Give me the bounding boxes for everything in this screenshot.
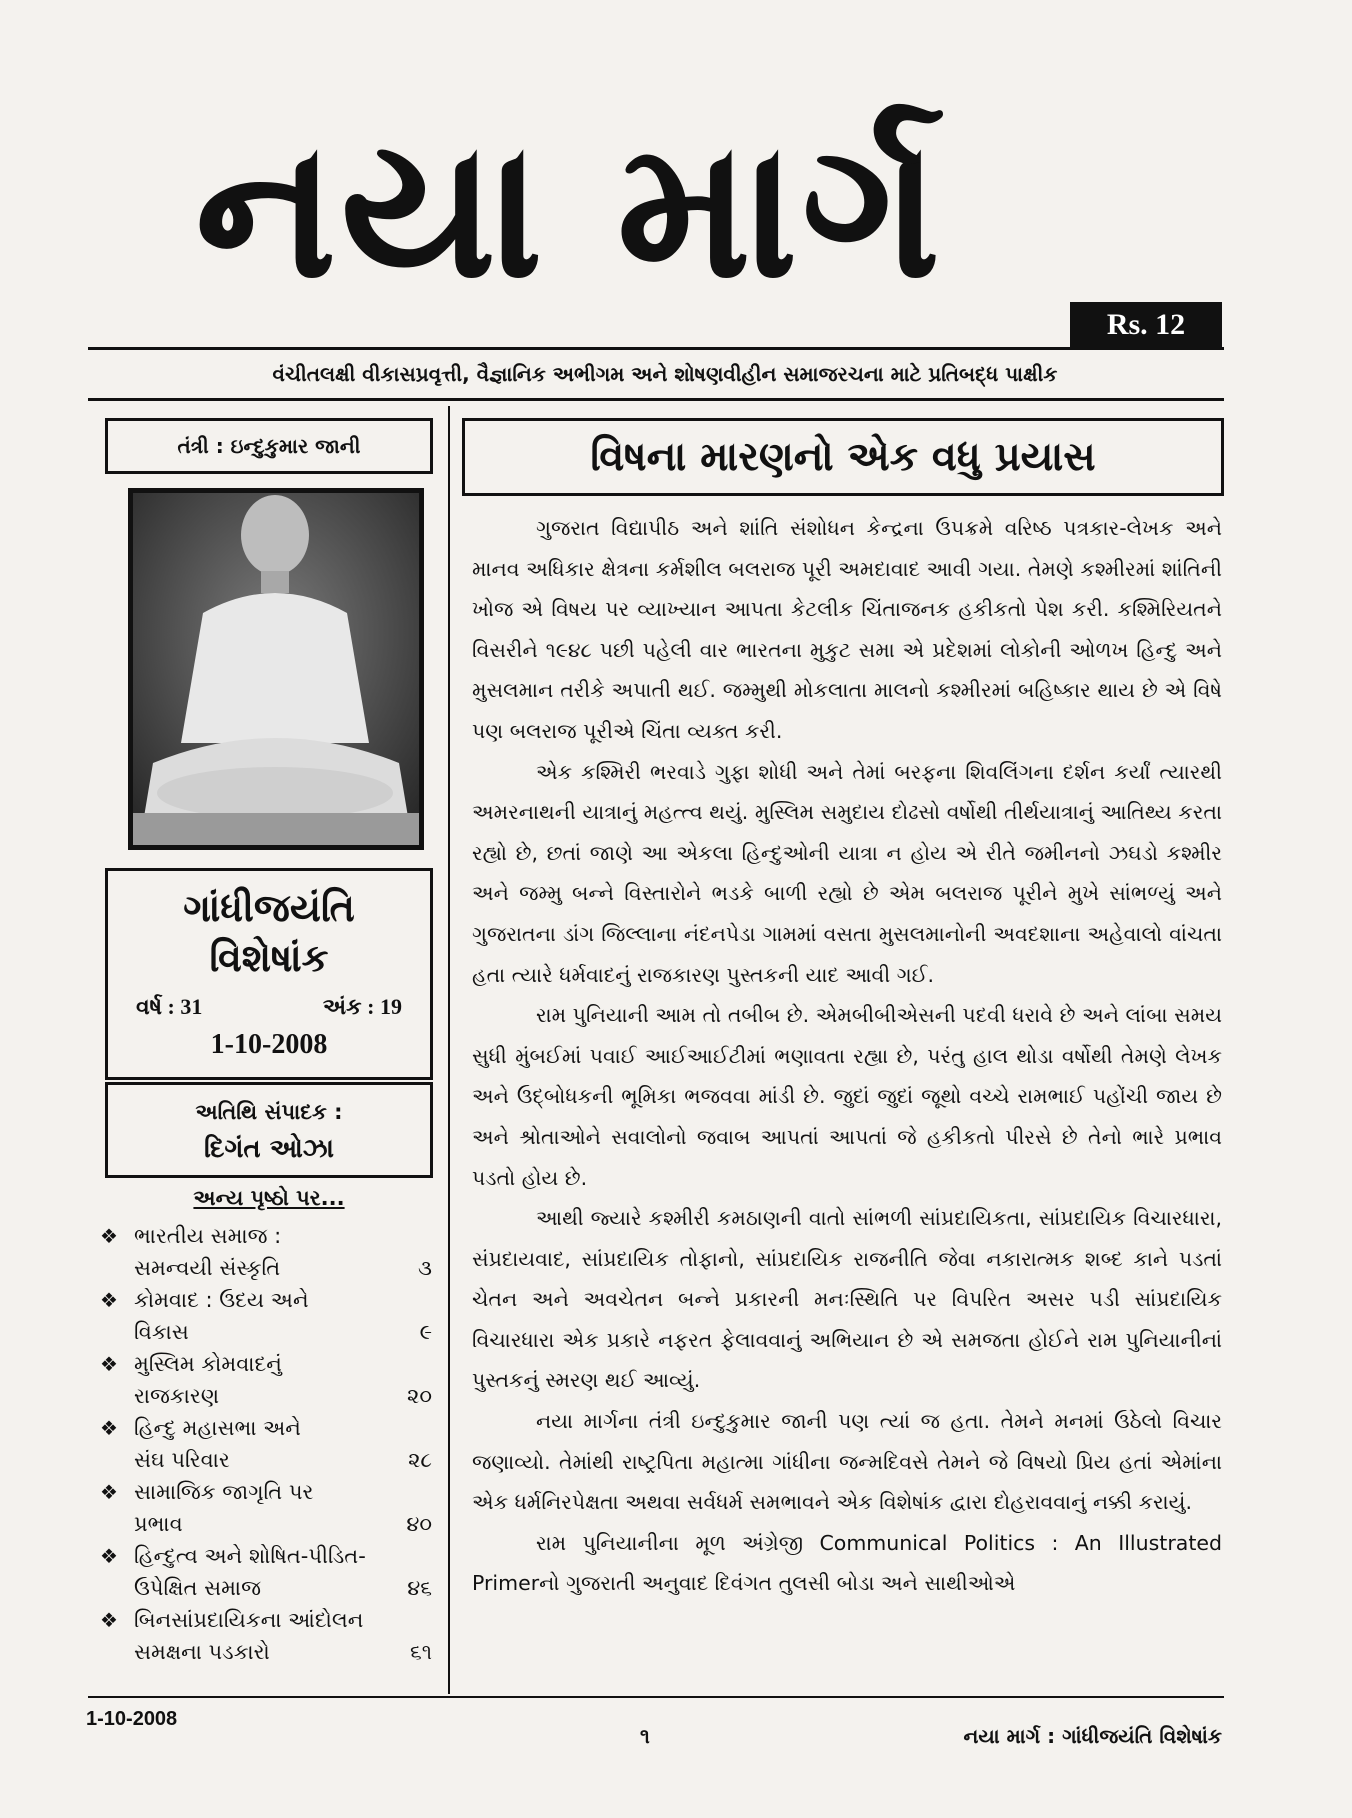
toc-page-number: ૯ [419,1320,432,1344]
guest-editor-box [105,1082,433,1178]
issue-meta [108,989,430,1025]
diamond-bullet-icon: ❖ [100,1224,118,1248]
footer-publication: નયા માર્ગ : ગાંધીજયંતિ વિશેષાંક [963,1724,1222,1748]
toc-line-1: મુસ્લિમ કોમવાદનું [134,1352,282,1376]
column-divider [448,406,450,1694]
diamond-bullet-icon: ❖ [100,1544,118,1568]
toc-page-number: ૨૮ [408,1448,432,1472]
article-headline: વિષના મારણનો એક વધુ પ્રયાસ [462,418,1224,496]
toc-line-2: રાજકારણ [134,1384,220,1408]
toc-line-1: બિનસાંપ્રદાયિકના આંદોલન [134,1608,364,1632]
toc-page-number: ૬૧ [409,1640,432,1664]
toc-line-2: સંઘ પરિવાર [134,1448,230,1472]
article-paragraph: રામ પુનિયાનીના મૂળ અંગ્રેજી Communical Politics : An Illustrated Primerનો ગુજરાતી અનુવાદ દિવંગત તુલસી બોડા અને સાથીઓએ [472,1530,1222,1596]
article-paragraph: ગુજરાત વિદ્યાપીઠ અને શાંતિ સંશોધન કેન્દ્રના ઉપક્રમે વરિષ્ઠ પત્રકાર-લેખક અને માનવ અધિકાર ક્ષેત્રના કર્મશીલ બલરાજ પૂરી અમદાવાદ આવી ગયા. તેમણે કશ્મીરમાં શાંતિની ખોજ એ વિષય પર વ્યાખ્યાન આપતા કેટલીક ચિંતાજનક હકીકતો પેશ કરી. કશ્મિરિયતને વિસરીને ૧૯૪૮ પછી પહેલી વાર ભારતના મુકુટ સમા એ પ્રદેશમાં લોકોની ઓળખ હિન્દુ અને મુસલમાન તરીકે અપાતી થઈ. જમ્મુથી મોકલાતા માલનો કશ્મીરમાં બહિષ્કાર થાય છે એ વિષે પણ બલરાજ પૂરીએ ચિંતા વ્યક્ત કરી. [472,516,1222,743]
toc-line-2: પ્રભાવ [134,1512,183,1536]
toc-page-number: ૪૦ [406,1512,432,1536]
toc-item[interactable] [100,1476,440,1540]
toc-line-2: સમક્ષના પડકારો [134,1640,270,1664]
article-paragraph: રામ પુનિયાની આમ તો તબીબ છે. એમબીબીએસની પદવી ધરાવે છે અને લાંબા સમય સુધી મુંબઈમાં પવાઈ આઈઆઈટીમાં ભણાવતા રહ્યા છે, પરંતુ હાલ થોડા વર્ષોથી તેમણે લેખક અને ઉદ્બોધકની ભૂમિકા ભજવવા માંડી છે. જુદાં જુદાં જૂથો વચ્ચે રામભાઈ પહોંચી જાય છે અને શ્રોતાઓને સવાલોનો જવાબ આપતાં આપતાં જે હકીકતો પીરસે છે તેનો ભારે પ્રભાવ પડતો હોય છે. [472,1003,1222,1190]
toc-line-2: વિકાસ [134,1320,189,1344]
footer-date: 1-10-2008 [86,1708,178,1730]
diamond-bullet-icon: ❖ [100,1352,118,1376]
other-pages-title [105,1182,433,1214]
toc-item[interactable] [100,1604,440,1668]
guest-editor-label: અતિથિ સંપાદક : [195,1100,343,1124]
diamond-bullet-icon: ❖ [100,1480,118,1504]
toc-line-1: કોમવાદ : ઉદય અને [134,1288,309,1312]
toc-page-number: ૩ [418,1256,432,1280]
toc-page-number: ૪૬ [407,1576,432,1600]
seated-figure-image [133,493,419,845]
toc-page-number: ૨૦ [407,1384,432,1408]
issue-label: અંક : 19 [322,994,402,1019]
other-pages-title-text: અન્ય પૃષ્ઠો પર... [193,1186,345,1210]
diamond-bullet-icon: ❖ [100,1416,118,1440]
year-label: વર્ષ : 31 [136,994,203,1019]
footer-page-number: ૧ [640,1724,650,1748]
special-issue-box [105,868,433,1080]
table-of-contents [100,1220,440,1668]
toc-item[interactable] [100,1284,440,1348]
toc-item[interactable] [100,1412,440,1476]
guest-editor-name: દિગંત ઓઝા [204,1134,334,1164]
tagline-rule [88,398,1224,401]
toc-item[interactable] [100,1540,440,1604]
article-body [472,508,1222,1604]
gandhi-photo [128,488,424,850]
special-title-1: ગાંધીજયંતિ [183,886,355,930]
article-paragraph: એક કશ્મિરી ભરવાડે ગુફા શોધી અને તેમાં બરફના શિવલિંગના દર્શન કર્યાં ત્યારથી અમરનાથની યાત્રાનું મહત્ત્વ થયું. મુસ્લિમ સમુદાય દોઢસો વર્ષોથી તીર્થયાત્રાનું આતિથ્ય કરતા રહ્યો છે, છતાં જાણે આ એકલા હિન્દુઓની યાત્રા ન હોય એ રીતે જમીનનો ઝઘડો કશ્મીર અને જમ્મુ બન્ને વિસ્તારોને ભડકે બાળી રહ્યો છે એમ બલરાજ પૂરીને મુખે સાંભળ્યું અને ગુજરાતના ડાંગ જિલ્લાના નંદનપેડા ગામમાં વસતા મુસલમાનોની અવદશાના અહેવાલો વાંચતા હતા ત્યારે ધર્મવાદનું રાજકારણ પુસ્તકની યાદ આવી ગઈ. [472,759,1222,987]
top-rule [88,347,1224,350]
toc-line-2: સમન્વયી સંસ્કૃતિ [134,1256,281,1280]
toc-item[interactable] [100,1348,440,1412]
tagline: વંચીતલક્ષી વીકાસપ્રવૃત્તી, વૈજ્ઞાનિક અભીગમ અને શોષણવીહીન સમાજરચના માટે પ્રતિબદ્ધ પાક્ષીક [272,362,1058,386]
diamond-bullet-icon: ❖ [100,1608,118,1632]
toc-line-1: સામાજિક જાગૃતિ પર [134,1480,314,1504]
special-title-2: વિશેષાંક [209,936,329,980]
editor-box: તંત્રી : ઇન્દુકુમાર જાની [105,418,433,474]
toc-line-1: હિન્દુ મહાસભા અને [134,1416,301,1440]
issue-date: 1-10-2008 [210,1029,328,1060]
bottom-rule [88,1696,1224,1698]
toc-line-1: હિન્દુત્વ અને શોષિત-પીડિત- [134,1544,366,1568]
article-paragraph: આથી જ્યારે કશ્મીરી કમઠાણની વાતો સાંભળી સાંપ્રદાયિકતા, સાંપ્રદાયિક વિચારધારા, સંપ્રદાયવાદ, સાંપ્રદાયિક તોફાનો, સાંપ્રદાયિક રાજનીતિ જેવા નકારાત્મક શબ્દ કાને પડતાં ચેતન અને અવચેતન બન્ને પ્રકારની મનઃસ્થિતિ પર વિપરિત અસર પડી સાંપ્રદાયિક વિચારધારા એક પ્રકારે નફરત ફેલાવવાનું અભિયાન છે એ સમજતા હોઈને રામ પુનિયાનીનાં પુસ્તકનું સ્મરણ થઈ આવ્યું. [472,1206,1222,1393]
price-badge: Rs. 12 [1070,302,1222,348]
toc-line-2: ઉપેક્ષિત સમાજ [134,1576,261,1600]
article-paragraph: નયા માર્ગના તંત્રી ઇન્દુકુમાર જાની પણ ત્યાં જ હતા. તેમને મનમાં ઉઠેલો વિચાર જણાવ્યો. તેમાંથી રાષ્ટ્રપિતા મહાત્મા ગાંધીના જન્મદિવસે તેમને જે વિષયો પ્રિય હતાં એમાંના એક ધર્મનિરપેક્ષતા અથવા સર્વધર્મ સમભાવને એક વિશેષાંક દ્વારા દોહરાવવાનું નક્કી કરાયું. [472,1409,1222,1515]
masthead-title: નયા માર્ગ [195,99,945,320]
diamond-bullet-icon: ❖ [100,1288,118,1312]
toc-line-1: ભારતીય સમાજ : [134,1224,282,1248]
toc-item[interactable] [100,1220,440,1284]
